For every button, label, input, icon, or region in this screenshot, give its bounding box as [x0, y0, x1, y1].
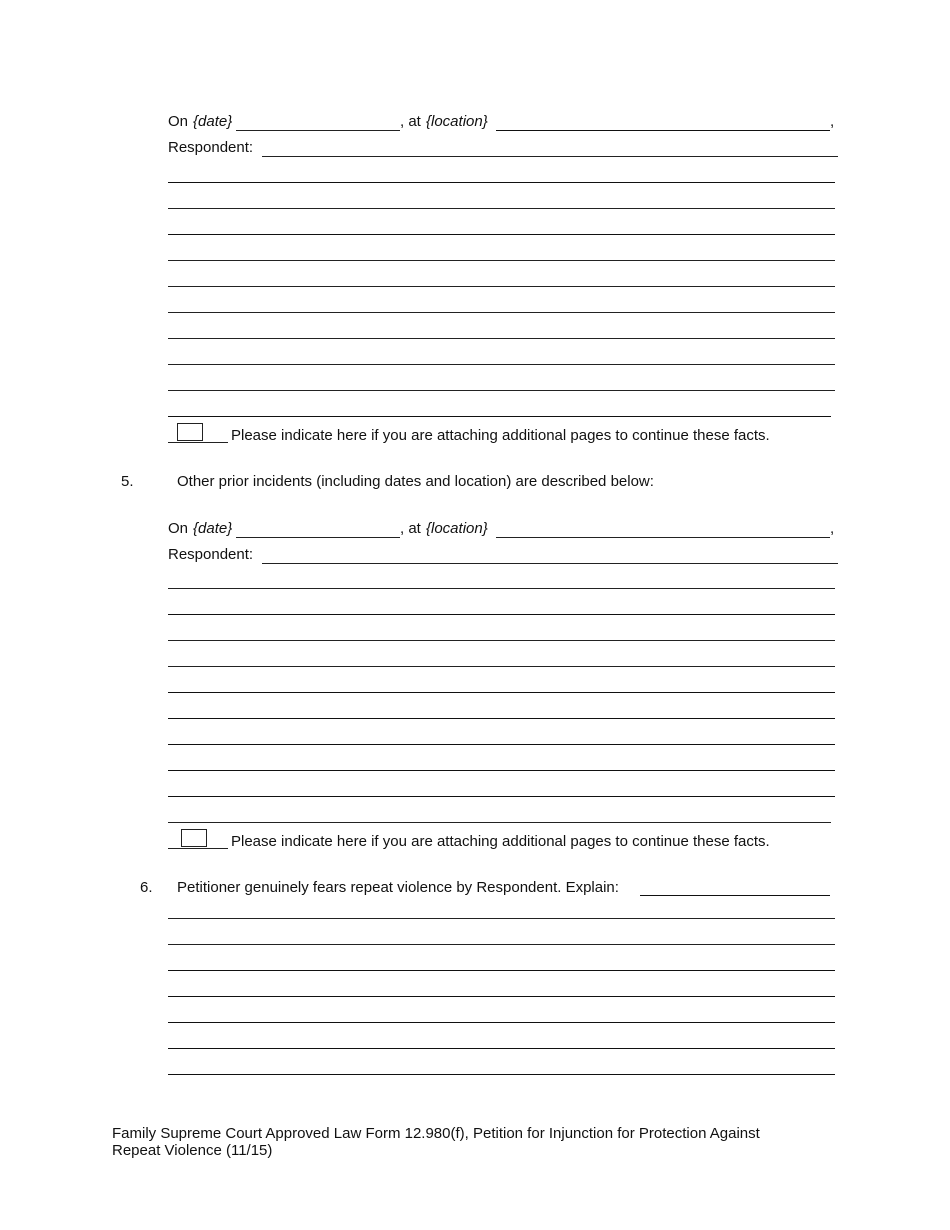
- respondent-label: Respondent:: [168, 546, 254, 563]
- section-number: 5.: [121, 473, 134, 490]
- explain-line[interactable]: [168, 996, 835, 997]
- at-label: , at: [400, 520, 421, 537]
- attach-pages-label: Please indicate here if you are attaching additional pages to continue these facts.: [231, 833, 770, 850]
- section-heading: Other prior incidents (including dates and location) are described below:: [177, 473, 654, 490]
- facts-line[interactable]: [168, 744, 835, 745]
- footer-form-title: Family Supreme Court Approved Law Form 12.980(f), Petition for Injunction for Protection Against: [112, 1125, 760, 1142]
- facts-line[interactable]: [168, 692, 835, 693]
- facts-line[interactable]: [168, 338, 835, 339]
- facts-line[interactable]: [168, 640, 835, 641]
- facts-line[interactable]: [168, 822, 831, 823]
- date-input-line[interactable]: [236, 537, 400, 538]
- facts-line[interactable]: [168, 796, 835, 797]
- facts-line[interactable]: [168, 260, 835, 261]
- facts-line[interactable]: [168, 588, 835, 589]
- explain-line[interactable]: [168, 1022, 835, 1023]
- respondent-label: Respondent:: [168, 139, 254, 156]
- on-label: On: [168, 520, 189, 537]
- checkbox-underline: [168, 442, 228, 443]
- explain-line[interactable]: [168, 944, 835, 945]
- facts-line[interactable]: [168, 364, 835, 365]
- location-input-line[interactable]: [496, 130, 830, 131]
- facts-line[interactable]: [168, 208, 835, 209]
- attach-pages-checkbox[interactable]: [177, 423, 203, 441]
- location-field-label: {location}: [426, 520, 488, 537]
- facts-line[interactable]: [168, 718, 835, 719]
- date-field-label: {date}: [193, 113, 233, 130]
- attach-pages-checkbox[interactable]: [181, 829, 207, 847]
- facts-line[interactable]: [168, 770, 835, 771]
- facts-line[interactable]: [168, 416, 831, 417]
- checkbox-underline: [168, 848, 228, 849]
- on-label: On: [168, 113, 189, 130]
- facts-line[interactable]: [168, 312, 835, 313]
- respondent-input-line[interactable]: [262, 563, 838, 564]
- respondent-input-line[interactable]: [262, 156, 838, 157]
- location-input-line[interactable]: [496, 537, 830, 538]
- trailing-comma: ,: [830, 113, 835, 130]
- explain-input-line[interactable]: [640, 895, 830, 896]
- footer-form-version: Repeat Violence (11/15): [112, 1142, 273, 1159]
- attach-pages-label: Please indicate here if you are attaching additional pages to continue these facts.: [231, 427, 770, 444]
- explain-line[interactable]: [168, 1048, 835, 1049]
- date-input-line[interactable]: [236, 130, 400, 131]
- facts-line[interactable]: [168, 234, 835, 235]
- facts-line[interactable]: [168, 390, 835, 391]
- explain-line[interactable]: [168, 918, 835, 919]
- explain-line[interactable]: [168, 970, 835, 971]
- section-heading: Petitioner genuinely fears repeat violence by Respondent. Explain:: [177, 879, 619, 896]
- explain-line[interactable]: [168, 1074, 835, 1075]
- section-number: 6.: [140, 879, 153, 896]
- facts-line[interactable]: [168, 286, 835, 287]
- facts-line[interactable]: [168, 182, 835, 183]
- date-field-label: {date}: [193, 520, 233, 537]
- location-field-label: {location}: [426, 113, 488, 130]
- trailing-comma: ,: [830, 520, 835, 537]
- at-label: , at: [400, 113, 421, 130]
- facts-line[interactable]: [168, 614, 835, 615]
- facts-line[interactable]: [168, 666, 835, 667]
